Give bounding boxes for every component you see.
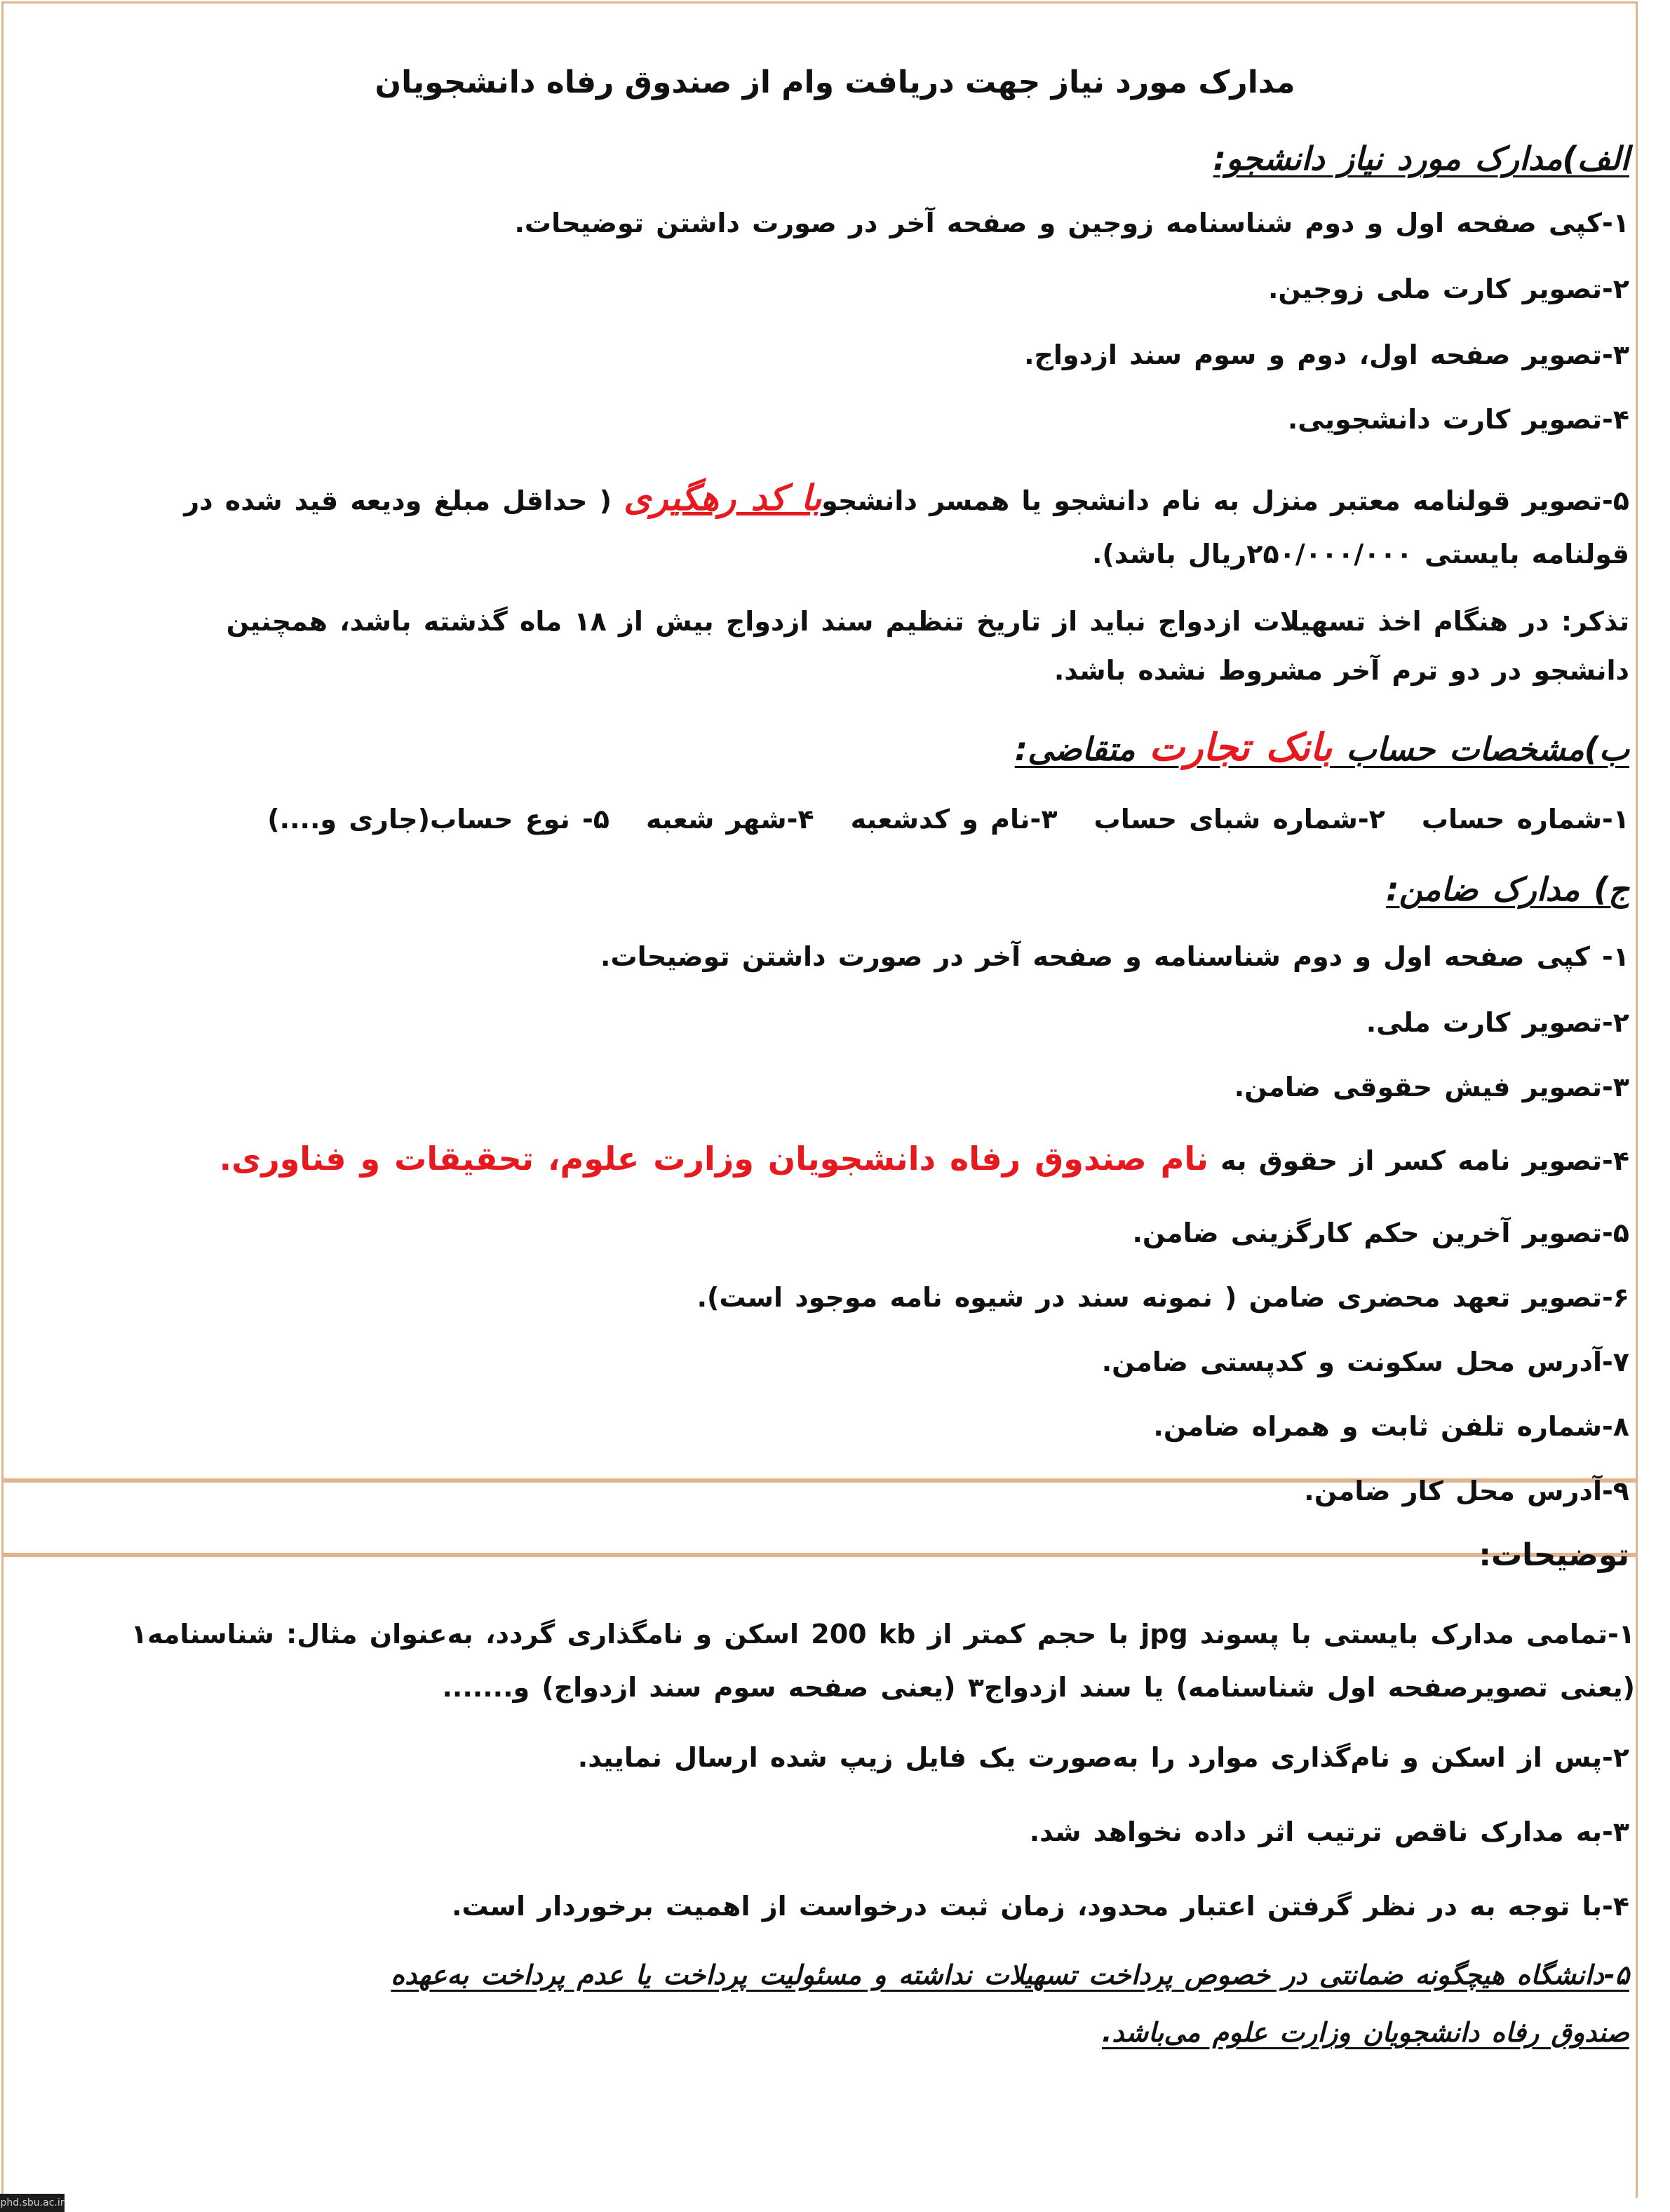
page-title: مدارک مورد نیاز جهت دریافت وام از صندوق رفاه دانشجویان <box>375 65 1295 100</box>
item-5-text-end: ( حداقل مبلغ ودیعه قید شده در <box>184 485 624 516</box>
account-fields <box>49 800 1629 839</box>
section-c-item-8: ۸-شماره تلفن ثابت و همراه ضامن. <box>1153 1411 1629 1442</box>
section-a-item-5 <box>49 478 1629 520</box>
reminder-line-1: تذکر: در هنگام اخذ تسهیلات ازدواج نباید از تاریخ تنظیم سند ازدواج بیش از ۱۸ ماه گذشته باشد، همچنین <box>226 606 1629 637</box>
item-4-text-start: ۴-تصویر نامه کسر از حقوق به <box>1208 1145 1629 1176</box>
section-c-item-4 <box>49 1139 1629 1180</box>
note-1-mid: با حجم کمتر از <box>915 1619 1141 1650</box>
notes-heading: توضیحات: <box>1479 1537 1629 1573</box>
account-field: ۱-شماره حساب <box>1421 804 1629 835</box>
section-a-item-1: ۱-کپی صفحه اول و دوم شناسنامه زوجین و صفحه آخر در صورت داشتن توضیحات. <box>514 208 1629 238</box>
section-a-item-5-continued: قولنامه بایستی ۲۵۰/۰۰۰/۰۰۰ریال باشد). <box>1092 539 1629 569</box>
file-size-limit: 200 kb <box>811 1619 916 1650</box>
section-c-item-1: ۱- کپی صفحه اول و دوم شناسنامه و صفحه آخر در صورت داشتن توضیحات. <box>600 941 1629 972</box>
account-field: ۲-شماره شبای حساب <box>1093 804 1385 835</box>
tracking-code-highlight: با کد رهگیری <box>624 478 822 518</box>
section-a-item-2: ۲-تصویر کارت ملی زوجین. <box>1267 274 1629 304</box>
bank-name-highlight: بانک تجارت <box>1149 725 1333 769</box>
section-a-item-3: ۳-تصویر صفحه اول، دوم و سوم سند ازدواج. <box>1024 339 1629 370</box>
section-b-heading <box>49 725 1629 769</box>
section-c-item-6: ۶-تصویر تعهد محضری ضامن ( نمونه سند در شیوه نامه موجود است). <box>696 1282 1629 1313</box>
jpg-extension: jpg <box>1140 1619 1188 1650</box>
section-c-item-5: ۵-تصویر آخرین حکم کارگزینی ضامن. <box>1132 1218 1629 1248</box>
note-1-continued: (یعنی تصویرصفحه اول شناسنامه) یا سند ازدواج۳ (یعنی صفحه سوم سند ازدواج) و....... <box>442 1672 1635 1703</box>
section-a-item-4: ۴-تصویر کارت دانشجویی. <box>1287 404 1629 435</box>
account-field: ۵- نوع حساب(جاری و....) <box>267 804 610 835</box>
section-a-heading: الف)مدارک مورد نیاز دانشجو: <box>1213 140 1629 177</box>
section-c-item-7: ۷-آدرس محل سکونت و کدپستی ضامن. <box>1101 1347 1629 1377</box>
reminder-line-2: دانشجو در دو ترم آخر مشروط نشده باشد. <box>1053 655 1629 686</box>
note-1-start: ۱-تمامی مدارک بایستی با پسوند <box>1187 1619 1635 1650</box>
item-5-text-start: ۵-تصویر قولنامه معتبر منزل به نام دانشجو یا همسر دانشجو <box>821 485 1629 516</box>
note-5-line-2: صندوق رفاه دانشجویان وزارت علوم می‌باشد. <box>1101 2017 1629 2048</box>
section-c-heading: ج) مدارک ضامن: <box>1386 870 1629 908</box>
note-2: ۲-پس از اسکن و نام‌گذاری موارد را به‌صورت یک فایل زیپ شده ارسال نمایید. <box>577 1742 1629 1773</box>
fund-name-highlight: نام صندوق رفاه دانشجویان وزارت علوم، تحقیقات و فناوری. <box>219 1140 1208 1178</box>
section-b-heading-end: متقاضی: <box>1014 730 1150 768</box>
site-watermark-logo: phd.sbu.ac.ir <box>0 2194 65 2212</box>
section-c-item-2: ۲-تصویر کارت ملی. <box>1366 1007 1629 1038</box>
note-3: ۳-به مدارک ناقص ترتیب اثر داده نخواهد شد. <box>1029 1816 1629 1847</box>
section-b-heading-start: ب)مشخصات حساب <box>1332 730 1629 768</box>
note-5-line-1: ۵-دانشگاه هیچگونه ضمانتی در خصوص پرداخت تسهیلات نداشته و مسئولیت پرداخت یا عدم پرداخت به‌عهده <box>391 1960 1629 1990</box>
note-1 <box>28 1614 1635 1654</box>
section-c-item-3: ۳-تصویر فیش حقوقی ضامن. <box>1234 1072 1629 1102</box>
note-4: ۴-با توجه به در نظر گرفتن اعتبار محدود، زمان ثبت درخواست از اهمیت برخوردار است. <box>451 1891 1629 1922</box>
account-field: ۳-نام و کدشعبه <box>850 804 1058 835</box>
section-c-item-9: ۹-آدرس محل کار ضامن. <box>1304 1476 1629 1506</box>
note-1-end: اسکن و نامگذاری گردد، به‌عنوان مثال: شناسنامه۱ <box>130 1619 812 1650</box>
account-field: ۴-شهر شعبه <box>645 804 814 835</box>
